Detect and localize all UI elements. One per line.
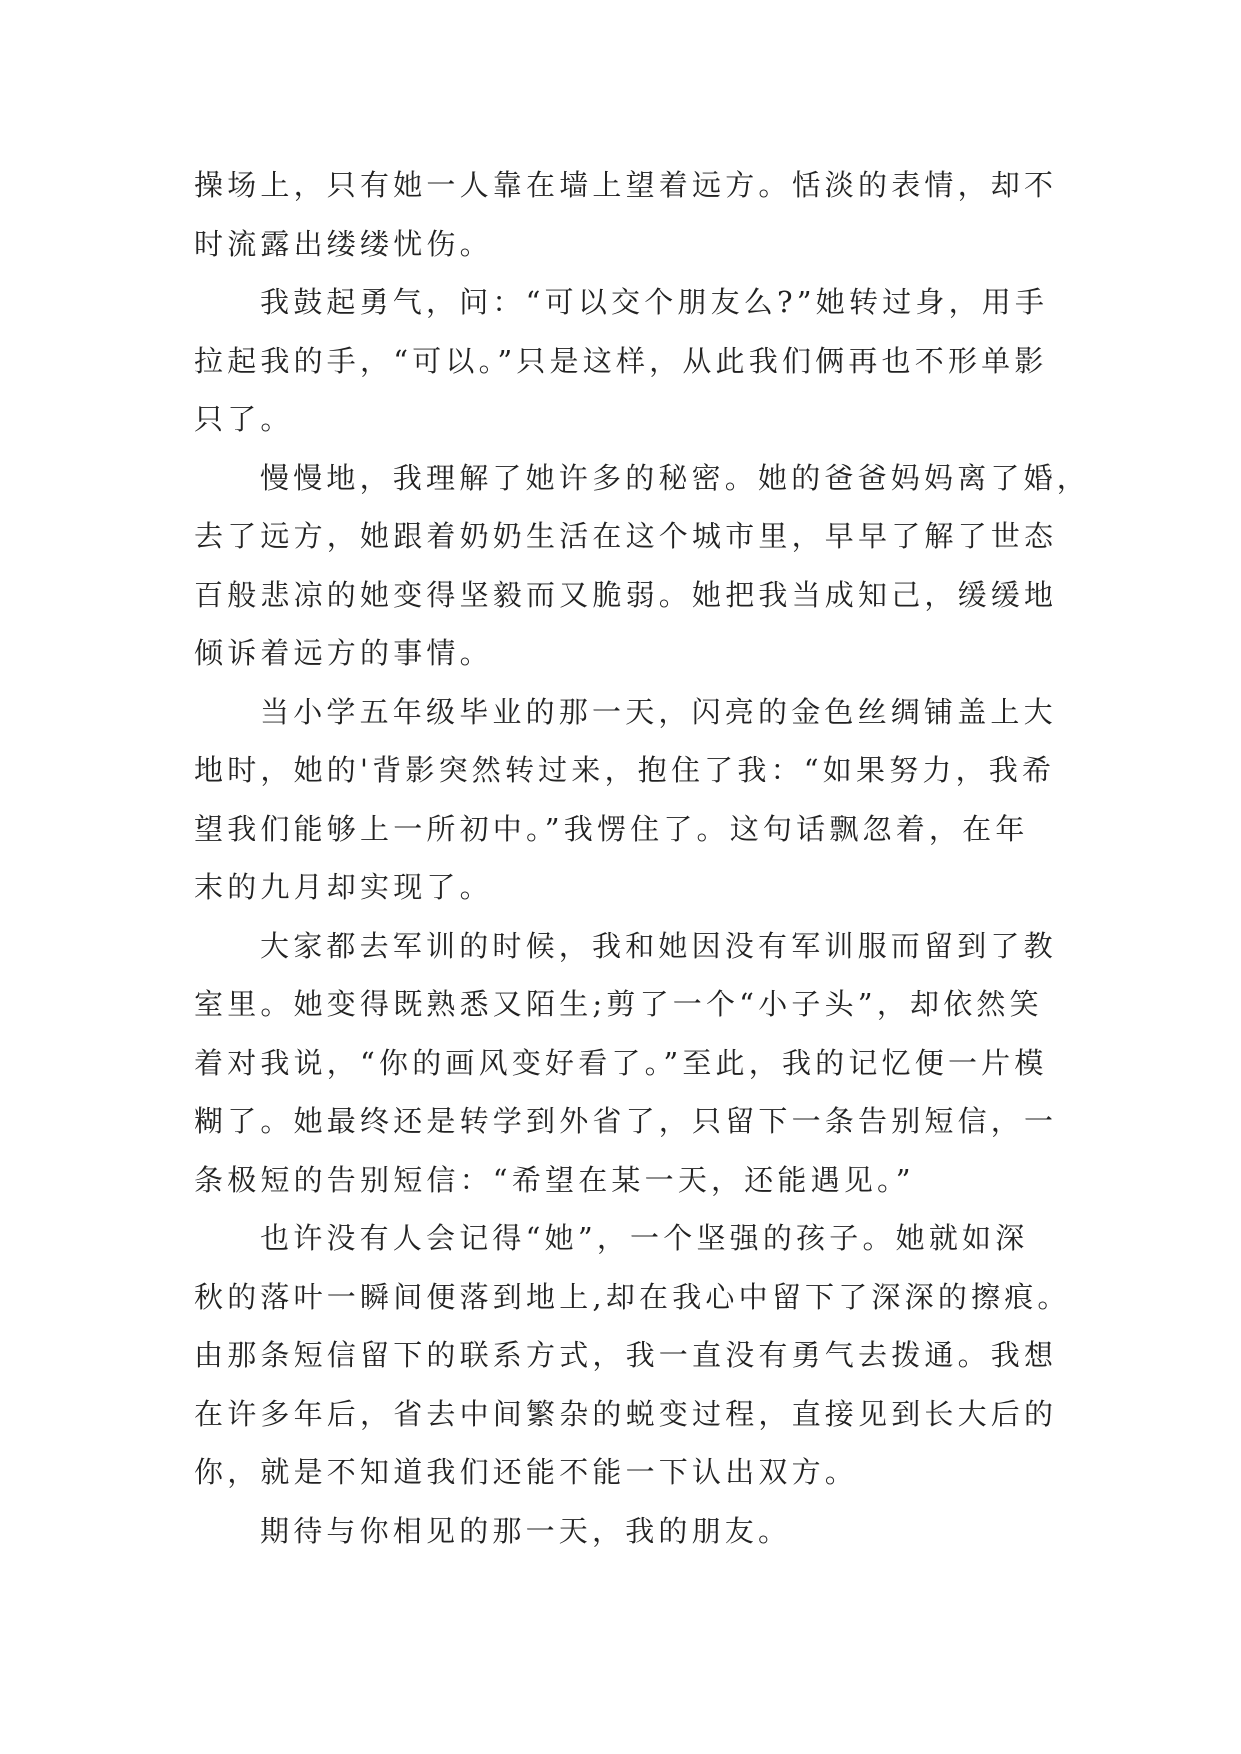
text-line: 我鼓起勇气，问：“可以交个朋友么?”她转过身，用手 — [260, 285, 1049, 319]
text-line: 由那条短信留下的联系方式，我一直没有勇气去拨通。我想 — [194, 1338, 1058, 1372]
paragraph-1 — [194, 156, 1060, 273]
text-line: 拉起我的手，“可以。”只是这样，从此我们俩再也不形单影 — [194, 343, 1048, 378]
text-line: 也许没有人会记得“她”，一个坚强的孩子。她就如深 — [260, 1221, 1029, 1255]
text-line: 去了远方，她跟着奶奶生活在这个城市里，早早了解了世态 — [194, 519, 1058, 553]
text-line: 条极短的告别短信：“希望在某一天，还能遇见。” — [194, 1162, 915, 1197]
paragraph-6 — [194, 1209, 1071, 1502]
text-line: 慢慢地，我理解了她许多的秘密。她的爸爸妈妈离了婚， — [260, 460, 1091, 495]
text-line: 秋的落叶一瞬间便落到地上,却在我心中留下了深深的擦痕。 — [194, 1279, 1071, 1314]
text-line: 大家都去军训的时候，我和她因没有军训服而留到了教 — [260, 928, 1057, 963]
text-line: 当小学五年级毕业的那一天，闪亮的金色丝绸铺盖上大 — [260, 694, 1057, 729]
text-line: 末的九月却实现了。 — [194, 870, 493, 904]
text-line: 你，就是不知道我们还能不能一下认出双方。 — [194, 1455, 859, 1489]
paragraph-5 — [194, 917, 1060, 1210]
text-line: 时流露出缕缕忧伤。 — [194, 226, 493, 261]
text-line: 百般悲凉的她变得坚毅而又脆弱。她把我当成知己，缓缓地 — [194, 577, 1058, 612]
text-line: 只了。 — [194, 402, 294, 436]
text-line: 着对我说，“你的画风变好看了。”至此，我的记忆便一片模 — [194, 1045, 1048, 1080]
text-line: 倾诉着远方的事情。 — [194, 636, 493, 670]
text-line: 望我们能够上一所初中。”我愣住了。这句话飘忽着，在年 — [194, 811, 1029, 846]
paragraph-7 — [194, 1502, 1060, 1561]
paragraph-3 — [194, 449, 1091, 683]
text-line: 期待与你相见的那一天，我的朋友。 — [260, 1513, 792, 1548]
essay-body — [194, 156, 1091, 1560]
text-line: 地时，她的'背影突然转过来，抱住了我：“如果努力，我希 — [194, 753, 1056, 787]
text-line: 糊了。她最终还是转学到外省了，只留下一条告别短信，一 — [194, 1104, 1058, 1138]
text-line: 在许多年后，省去中间繁杂的蜕变过程，直接见到长大后的 — [194, 1396, 1058, 1431]
text-line: 操场上，只有她一人靠在墙上望着远方。恬淡的表情，却不 — [194, 168, 1058, 202]
paragraph-4 — [194, 683, 1060, 917]
paragraph-2 — [194, 273, 1060, 449]
text-line: 室里。她变得既熟悉又陌生;剪了一个“小子头”，却依然笑 — [194, 987, 1043, 1021]
